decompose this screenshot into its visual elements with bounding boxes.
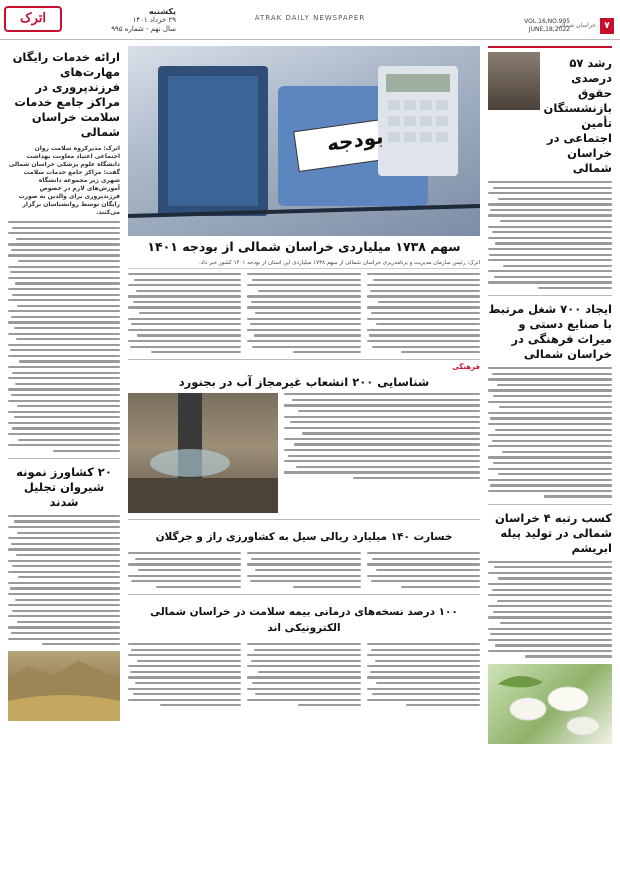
- section-tag: خراسان شمالی: [556, 22, 596, 29]
- story-handicrafts-title[interactable]: ایجاد ۷۰۰ شغل مرتبط با صنایع دستی و میراث فرهنگی در خراسان شمالی: [488, 302, 612, 362]
- volume-date: JUNE,18,2022: [528, 26, 570, 33]
- story-farmers-title[interactable]: ۲۰ کشاورز نمونه شیروان تجلیل شدند: [16, 464, 112, 509]
- e-prescription-headline[interactable]: ۱۰۰ درصد نسخه‌های درمانی بیمه سلامت در خراسان شمالی الکترونیکی اند: [150, 605, 458, 634]
- story-handicrafts-body: [488, 367, 612, 497]
- page-number: ۷: [600, 18, 614, 34]
- story-pension-body: [488, 181, 612, 289]
- date-text: ۲۹ خرداد ۱۴۰۱: [132, 16, 176, 24]
- e-prescription-story-body: [128, 643, 480, 707]
- main-headline[interactable]: سهم ۱۷۳۸ میلیاردی خراسان شمالی از بودجه ۱۴۰۱: [147, 239, 461, 254]
- official-portrait-photo: [488, 52, 540, 110]
- water-story-body: [284, 393, 480, 513]
- center-column: [128, 46, 480, 706]
- leaking-pipe-photo: [128, 393, 278, 513]
- pipe-illustration: [128, 393, 278, 513]
- weekday: یکشنبه: [148, 7, 176, 16]
- volume-number: VOL.16,NO.995: [524, 18, 570, 25]
- right-column: [488, 46, 612, 744]
- cocoon-illustration: [488, 664, 612, 744]
- story-parenting-title[interactable]: ارائه خدمات رایگان مهارت‌های فرزندپروری در مراکز جامع خدمات سلامت خراسان شمالی: [12, 50, 120, 139]
- water-headline[interactable]: شناسایی ۲۰۰ انشعاب غیرمجاز آب در بجنورد: [178, 375, 430, 390]
- story-silk-body: [488, 561, 612, 658]
- story-pension-title[interactable]: رشد ۵۷ درصدی حقوق بازنشستگان تأمین اجتماعی در خراسان شمالی: [543, 56, 612, 175]
- flood-story-body: [128, 552, 480, 588]
- main-caption: اترک: رئیس سازمان مدیریت و برنامه‌ریزی خراسان شمالی از سهم ۱۷۳۸ میلیاردی این استان از بودجه ۱۴۰۱ کشور خبر داد.: [128, 258, 480, 269]
- field-illustration: [8, 651, 120, 721]
- story-farmers-body: [8, 515, 120, 645]
- paper-name: ATRAK DAILY NEWSPAPER: [254, 14, 366, 22]
- story-parenting-lead: اترک: مدیرکروه سلامت روان اجتماعی اعتیاد معاونت بهداشت دانشگاه علوم پزشکی خراسان شمالی گفت: مراکز جامع خدمات سلامت شهری زیر مجموعه دانشگاه آموزش‌های لازم در خصوص فرزندپروری برای والدین به صورت رایگان توسط روانشناسان برگزار می‌کنند.: [8, 145, 120, 216]
- rice-field-photo: [8, 651, 120, 721]
- story-parenting-body: [8, 221, 120, 452]
- budget-folder-photo: [128, 46, 480, 236]
- newspaper-logo: اترک: [4, 6, 62, 32]
- masthead: [0, 0, 620, 40]
- story-silk-title[interactable]: کسب رتبه ۴ خراسان شمالی در تولید پیله ابریشم: [494, 510, 612, 555]
- issue-date: [66, 7, 176, 34]
- flood-damage-headline[interactable]: خسارت ۱۴۰ میلیارد ریالی سیل به کشاورزی راز و جرگلان: [155, 531, 453, 544]
- silk-cocoon-photo: [488, 664, 612, 744]
- budget-sign-text: بودجه: [325, 124, 385, 156]
- issue-number: سال نهم - شماره ۹۹۵: [111, 25, 176, 33]
- budget-scene-illustration: [128, 46, 480, 236]
- left-column: [8, 46, 120, 721]
- section-kicker: فرهنگی: [452, 363, 480, 372]
- main-story-body: [128, 273, 480, 353]
